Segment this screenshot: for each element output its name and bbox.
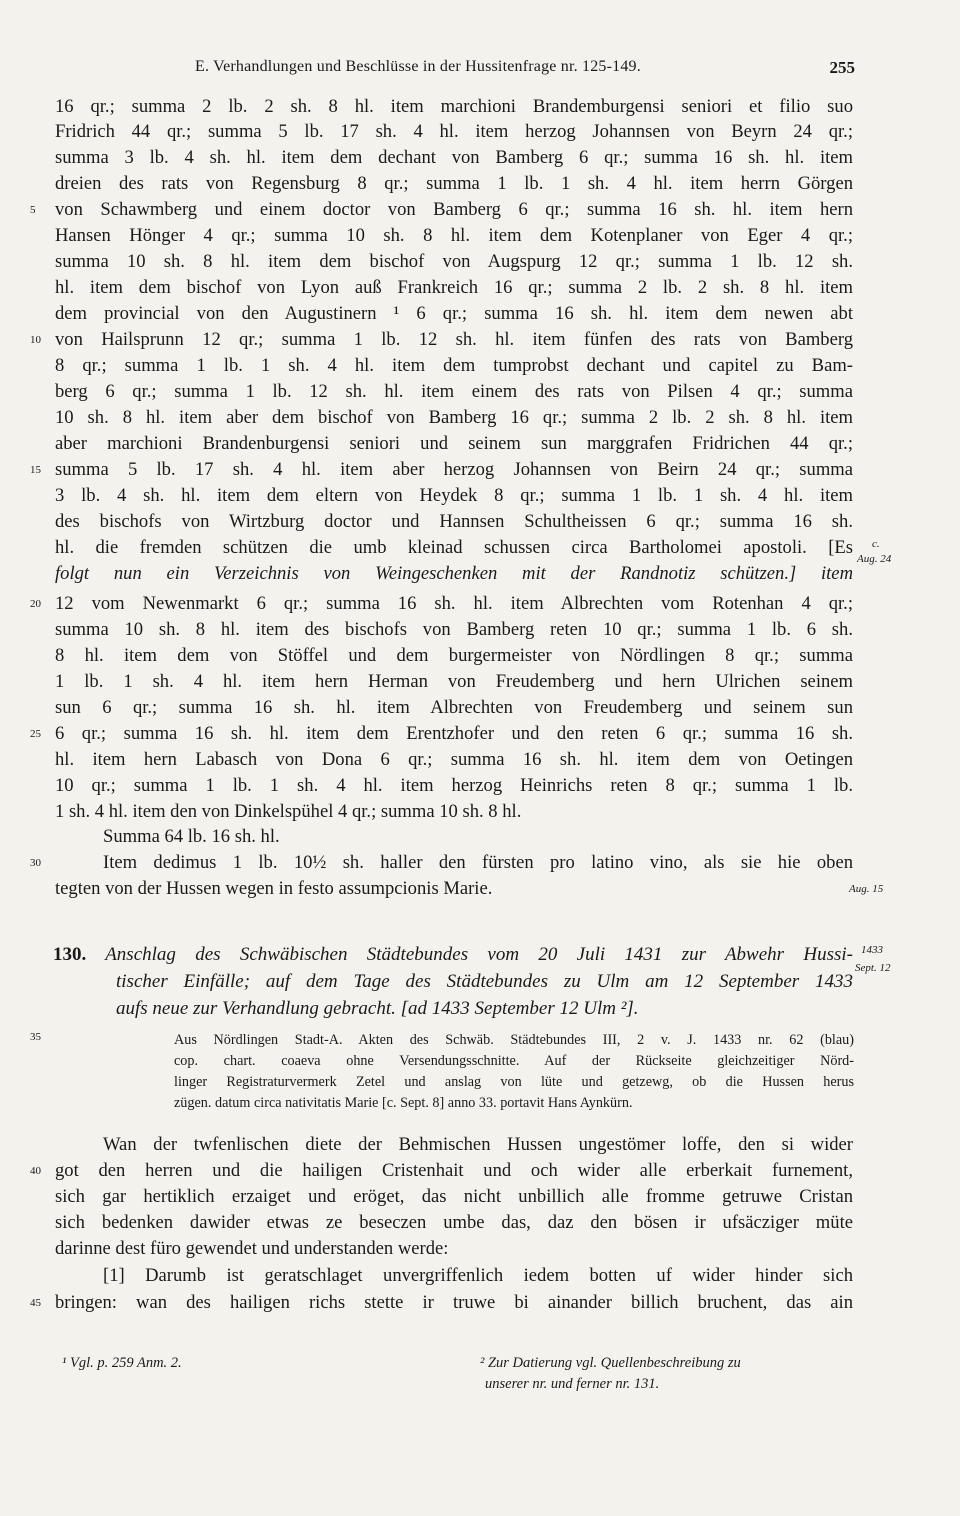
running-head-title: E. Verhandlungen und Beschlüsse in der Hussitenfrage nr. 125-149. [195,58,641,75]
footnote-1: ¹ Vgl. p. 259 Anm. 2. [62,1355,182,1371]
text-line: 10 sh. 8 hl. item aber dem bischof von Bamberg 16 qr.; summa 2 lb. 2 sh. 8 hl. item [55,407,853,428]
text-line: 3 lb. 4 sh. hl. item dem eltern von Heydek 8 qr.; summa 1 lb. 1 sh. 4 hl. item [55,485,853,506]
text-line: Hansen Hönger 4 qr.; summa 10 sh. 8 hl. item dem Kotenplaner von Eger 4 qr.; [55,225,853,246]
source-line: linger Registraturvermerk Zetel und anslag von lüte und getzewg, ob die Hussen herus [174,1074,854,1090]
text-line: Fridrich 44 qr.; summa 5 lb. 17 sh. 4 hl. item herzog Johannsen von Beyrn 24 qr.; [55,121,853,142]
text-line: 16 qr.; summa 2 lb. 2 sh. 8 hl. item marchioni Brandemburgensi seniori et filio suo [55,96,853,117]
text-line: hl. die fremden schützen die umb kleinad schussen circa Bartholomei apostoli. [Es [55,537,853,558]
text-line: sich bedenken dawider etwas ze beseczen umbe das, daz den bösen ir ufsäcziger müte [55,1212,853,1233]
line-number: 45 [30,1297,41,1309]
text-line: summa 10 sh. 8 hl. item des bischofs von Bamberg reten 10 qr.; summa 1 lb. 6 sh. [55,619,853,640]
text-line: got den herren und die hailigen Cristenhait und och wider alle erberkait furnement, [55,1160,853,1181]
line-number: 35 [30,1031,41,1043]
margin-note-date: Aug. 15 [849,883,884,895]
line-number: 30 [30,857,41,869]
text-line: von Schawmberg und einem doctor von Bamberg 6 qr.; summa 16 sh. hl. item hern [55,199,853,220]
doc-heading-line [53,941,853,968]
text-line: [1] Darumb ist geratschlaget unvergriffenlich iedem botten uf wider hinder sich [103,1265,853,1286]
doc-number: 130. [53,944,87,965]
line-number: 25 [30,728,41,740]
text-line-editorial: folgt nun ein Verzeichnis von Weingeschenken mit der Randnotiz schützen.] item [55,563,853,584]
page-number: 255 [829,58,855,77]
text-line: dreien des rats von Regensburg 8 qr.; summa 1 lb. 1 sh. 4 hl. item herrn Görgen [55,173,853,194]
text-line: hl. item dem bischof von Lyon auß Frankreich 16 qr.; summa 2 lb. 2 sh. 8 hl. item [55,277,853,298]
text-line: aber marchioni Brandenburgensi seniori und seinem sun marggrafen Fridrichen 44 qr.; [55,433,853,454]
margin-note-circa: c. [872,538,880,550]
text-line: dem provincial von den Augustinern ¹ 6 qr.; summa 16 sh. hl. item dem newen abt [55,303,853,324]
line-number: 20 [30,598,41,610]
doc-heading-line: tischer Einfälle; auf dem Tage des Städtebundes zu Ulm am 12 September 1433 [116,971,853,992]
text-line: Item dedimus 1 lb. 10½ sh. haller den fürsten pro latino vino, als sie hie oben [103,852,853,873]
text-line: 10 qr.; summa 1 lb. 1 sh. 4 hl. item herzog Heinrichs reten 8 qr.; summa 1 lb. [55,775,853,796]
line-number: 5 [30,204,36,216]
text-line: 12 vom Newenmarkt 6 qr.; summa 16 sh. hl. item Albrechten vom Rotenhan 4 qr.; [55,593,853,614]
source-line: zügen. datum circa nativitatis Marie [c. Sept. 8] anno 33. portavit Hans Aynkürn. [174,1095,633,1111]
source-line: cop. chart. coaeva ohne Versendungsschnitte. Auf der Rückseite gleichzeitiger Nörd- [174,1053,854,1069]
text-line: bringen: wan des hailigen richs stette ir truwe bi ainander billich bruchent, das ain [55,1292,853,1313]
line-number: 40 [30,1165,41,1177]
margin-note-year: 1433 [861,944,883,956]
text-line: Wan der twfenlischen diete der Behmischen Hussen ungestömer loffe, den si wider [103,1134,853,1155]
text-line: 6 qr.; summa 16 sh. hl. item dem Erentzhofer und den reten 6 qr.; summa 16 sh. [55,723,853,744]
text-line: hl. item hern Labasch von Dona 6 qr.; summa 16 sh. hl. item dem von Oetingen [55,749,853,770]
running-head [195,58,855,82]
footnote-2: ² Zur Datierung vgl. Quellenbeschreibung zu [480,1355,741,1371]
text-line: 8 hl. item dem von Stöffel und dem burgermeister von Nördlingen 8 qr.; summa [55,645,853,666]
doc-heading-line: aufs neue zur Verhandlung gebracht. [ad 1433 September 12 Ulm ²]. [116,998,639,1019]
source-line: Aus Nördlingen Stadt-A. Akten des Schwäb. Städtebundes III, 2 v. J. 1433 nr. 62 (blau) [174,1032,854,1048]
text-line: summa 10 sh. 8 hl. item dem bischof von Augspurg 12 qr.; summa 1 lb. 12 sh. [55,251,853,272]
text-line: berg 6 qr.; summa 1 lb. 12 sh. hl. item einem des rats von Pilsen 4 qr.; summa [55,381,853,402]
text-line: sun 6 qr.; summa 16 sh. hl. item Albrechten von Freudemberg und seinem sun [55,697,853,718]
text-line: tegten von der Hussen wegen in festo assumpcionis Marie. [55,878,493,899]
text-line: 8 qr.; summa 1 lb. 1 sh. 4 hl. item dem tumprobst dechant und capitel zu Bam- [55,355,853,376]
text-line: sich gar hertiklich erzaiget und eröget, das nicht unbillich alle fromme getruwe Cristan [55,1186,853,1207]
text-line: des bischofs von Wirtzburg doctor und Hannsen Schultheissen 6 qr.; summa 16 sh. [55,511,853,532]
text-line: darinne dest füro gewendet und understanden werde: [55,1238,449,1259]
line-number: 10 [30,334,41,346]
text-line: summa 5 lb. 17 sh. 4 hl. item aber herzog Johannsen von Beirn 24 qr.; summa [55,459,853,480]
margin-note-date: Aug. 24 [857,553,892,565]
footnote-2-cont: unserer nr. und ferner nr. 131. [485,1376,660,1392]
margin-note-date: Sept. 12 [855,962,891,974]
text-line: von Hailsprunn 12 qr.; summa 1 lb. 12 sh. hl. item fünfen des rats von Bamberg [55,329,853,350]
text-line: 1 lb. 1 sh. 4 hl. item hern Herman von Freudemberg und hern Ulrichen seinem [55,671,853,692]
line-number: 15 [30,464,41,476]
doc-heading-text: Anschlag des Schwäbischen Städtebundes vom 20 Juli 1431 zur Abwehr Hussi- [105,944,853,965]
summa-line: Summa 64 lb. 16 sh. hl. [103,826,280,847]
text-line: 1 sh. 4 hl. item den von Dinkelspühel 4 qr.; summa 10 sh. 8 hl. [55,801,522,822]
text-line: summa 3 lb. 4 sh. hl. item dem dechant von Bamberg 6 qr.; summa 16 sh. hl. item [55,147,853,168]
